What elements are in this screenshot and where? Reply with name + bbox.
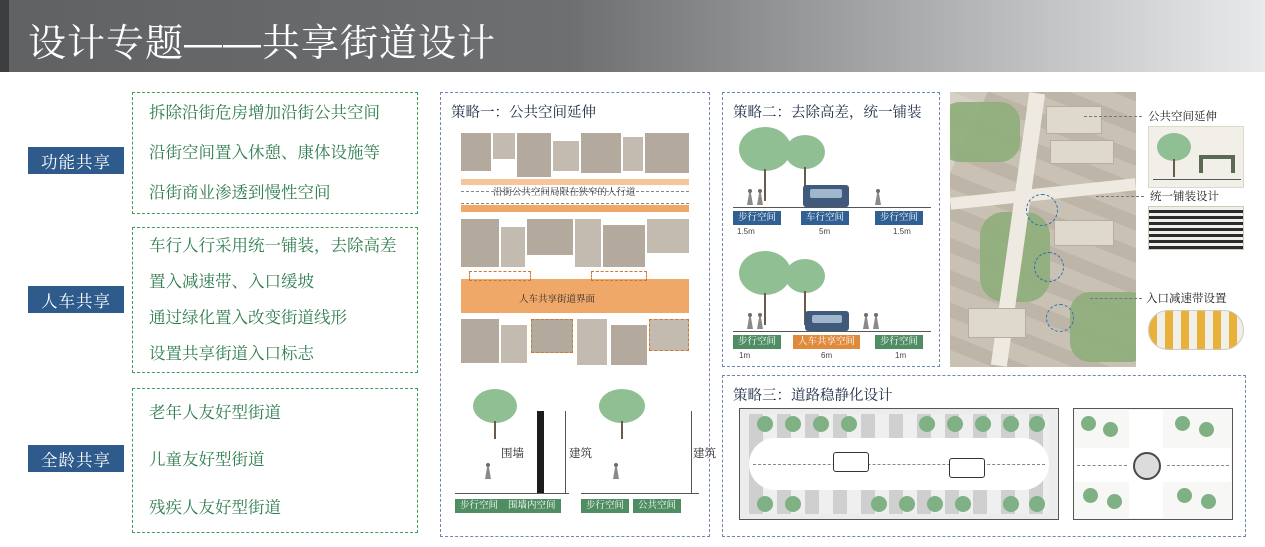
- panel-strategy-three: [722, 375, 1246, 537]
- green-area: [950, 102, 1020, 162]
- list-item: 拆除沿街危房增加沿街公共空间: [149, 103, 380, 122]
- car-icon: [803, 185, 849, 207]
- tree-icon: [975, 416, 991, 432]
- tag-inner-wall-space: 围墙内空间: [503, 499, 561, 513]
- building-block: [623, 137, 643, 171]
- tree-icon: [1083, 488, 1098, 503]
- list-item: 老年人友好型街道: [149, 403, 281, 422]
- tree-icon: [1103, 422, 1118, 437]
- road-centerline: [1167, 465, 1229, 466]
- tree-icon: [785, 496, 801, 512]
- tag-shared-space: 人车共享空间: [793, 335, 860, 349]
- car-icon: [833, 452, 869, 472]
- tag-walk-space-top-left: 步行空间: [733, 211, 781, 225]
- group-tag-all-age-share: 全龄共享: [28, 445, 124, 472]
- building-block: [575, 219, 601, 267]
- list-item: 设置共享街道入口标志: [149, 344, 314, 363]
- leader-line: [1084, 116, 1142, 117]
- tag-walk-space-bottom-left: 步行空间: [733, 335, 781, 349]
- section-ground-line: [733, 207, 931, 208]
- building-block: [461, 133, 491, 171]
- wall-block: [537, 411, 544, 493]
- road-centerline: [753, 464, 1045, 465]
- dashed-marker: [649, 319, 689, 351]
- building-block: [527, 219, 573, 255]
- building-block: [517, 133, 551, 177]
- group-box-function-share: [132, 92, 418, 214]
- dimension-label: 6m: [821, 351, 833, 360]
- header-accent-bar: [0, 0, 9, 72]
- note-speed-bump: 入口减速带设置: [1146, 293, 1227, 305]
- ground-line-left: [455, 493, 569, 494]
- tree-icon: [757, 416, 773, 432]
- dashed-marker: [469, 271, 531, 281]
- building-block: [611, 325, 647, 365]
- list-item: 沿街空间置入休憩、康体设施等: [149, 143, 380, 162]
- note-public-space-extension: 公共空间延伸: [1148, 111, 1217, 123]
- list-item: 残疾人友好型街道: [149, 498, 281, 517]
- panel-strategy-one: [440, 92, 716, 537]
- dashed-marker: [531, 319, 573, 353]
- tree-icon: [841, 416, 857, 432]
- tree-icon: [739, 251, 791, 325]
- group-box-vehicle-pedestrian-share: [132, 227, 418, 373]
- tree-icon: [599, 389, 645, 437]
- annotation-circle: [1046, 304, 1074, 332]
- group-tag-vehicle-pedestrian-share: 人车共享: [28, 286, 124, 313]
- building-block: [647, 219, 689, 253]
- tag-walk-space-bottom-right: 步行空间: [875, 335, 923, 349]
- tree-icon: [1107, 494, 1122, 509]
- building-block: [581, 133, 621, 173]
- dashed-marker: [591, 271, 647, 281]
- tree-icon: [927, 496, 943, 512]
- section-ground-line: [733, 331, 931, 332]
- leader-line: [1090, 298, 1142, 299]
- caption-shared-street-interface: 人车共享街道界面: [519, 294, 596, 305]
- tag-walk-space-top-right: 步行空间: [875, 211, 923, 225]
- building-footprint: [1046, 106, 1102, 134]
- car-icon: [949, 458, 985, 478]
- list-item: 置入减速带、入口缓坡: [149, 272, 314, 291]
- building-edge-left: [565, 411, 566, 493]
- tag-vehicle-space: 车行空间: [801, 211, 849, 225]
- building-block: [501, 325, 527, 363]
- roundabout-island: [1133, 452, 1161, 480]
- building-footprint: [1050, 140, 1114, 164]
- tree-icon: [1003, 416, 1019, 432]
- list-item: 儿童友好型街道: [149, 451, 265, 470]
- thumbnail-bench-scene: [1148, 126, 1244, 188]
- tree-icon: [473, 389, 517, 437]
- tree-icon: [785, 416, 801, 432]
- annotation-circle: [1026, 194, 1058, 226]
- page-header: [0, 0, 1265, 72]
- building-block: [493, 133, 515, 159]
- group-tag-function-share: 功能共享: [28, 147, 124, 174]
- tree-icon: [739, 127, 791, 201]
- tree-icon: [1081, 416, 1096, 431]
- tree-icon: [1177, 488, 1192, 503]
- tree-icon: [899, 496, 915, 512]
- building-footprint: [1054, 220, 1114, 246]
- tree-icon: [1199, 422, 1214, 437]
- thumbnail-speed-bump: [1148, 310, 1244, 350]
- building-block: [461, 219, 499, 267]
- tag-walk-space-left: 步行空间: [455, 499, 503, 513]
- tree-icon: [1201, 494, 1216, 509]
- panel-strategy-two: [722, 92, 940, 367]
- tree-icon: [1003, 496, 1019, 512]
- label-building-right: 建筑: [693, 448, 716, 460]
- thumbnail-paving-pattern: [1148, 206, 1244, 250]
- annotation-circle: [1034, 252, 1064, 282]
- building-block: [501, 227, 525, 267]
- ground-line-right: [581, 493, 699, 494]
- green-area: [1070, 292, 1136, 362]
- dimension-label: 1m: [739, 351, 751, 360]
- dimension-label: 5m: [819, 227, 831, 236]
- dimension-label: 1.5m: [893, 227, 911, 236]
- caption-narrow-sidewalk: 沿街公共空间局限在狭窄的人行道: [493, 187, 636, 198]
- leader-line: [1096, 196, 1144, 197]
- panel-title: 策略三：道路稳静化设计: [733, 388, 893, 404]
- aerial-site-plan: [950, 92, 1136, 367]
- building-block: [553, 141, 579, 171]
- tree-icon: [1029, 416, 1045, 432]
- panel-title: 策略二：去除高差，统一铺装: [733, 105, 922, 121]
- list-item: 沿街商业渗透到慢性空间: [149, 183, 331, 202]
- road-centerline: [1077, 465, 1127, 466]
- tree-icon: [757, 496, 773, 512]
- tree-icon: [871, 496, 887, 512]
- page-title: 设计专题——共享街道设计: [28, 23, 497, 65]
- tree-icon: [947, 416, 963, 432]
- building-footprint: [968, 308, 1026, 338]
- dimension-label: 1.5m: [737, 227, 755, 236]
- note-unified-paving: 统一铺装设计: [1150, 191, 1219, 203]
- tree-icon: [919, 416, 935, 432]
- shared-street-strip: [461, 205, 689, 212]
- label-wall: 围墙: [501, 448, 524, 460]
- group-box-all-age-share: [132, 388, 418, 533]
- building-block: [603, 225, 645, 267]
- tree-icon: [955, 496, 971, 512]
- list-item: 通过绿化置入改变街道线形: [149, 308, 347, 327]
- road-edge-line: [461, 203, 689, 204]
- building-block: [645, 133, 689, 173]
- tag-public-space: 公共空间: [633, 499, 681, 513]
- tree-icon: [813, 416, 829, 432]
- tree-icon: [1029, 496, 1045, 512]
- label-building-left: 建筑: [569, 448, 592, 460]
- car-icon: [805, 311, 849, 331]
- building-block: [577, 319, 607, 365]
- building-edge-right: [691, 411, 692, 493]
- tree-icon: [1175, 416, 1190, 431]
- tag-walk-space-right: 步行空间: [581, 499, 629, 513]
- list-item: 车行人行采用统一铺装，去除高差: [149, 236, 397, 255]
- strategy-list: [28, 92, 418, 537]
- building-block: [461, 319, 499, 363]
- dimension-label: 1m: [895, 351, 907, 360]
- panel-title: 策略一：公共空间延伸: [451, 105, 596, 121]
